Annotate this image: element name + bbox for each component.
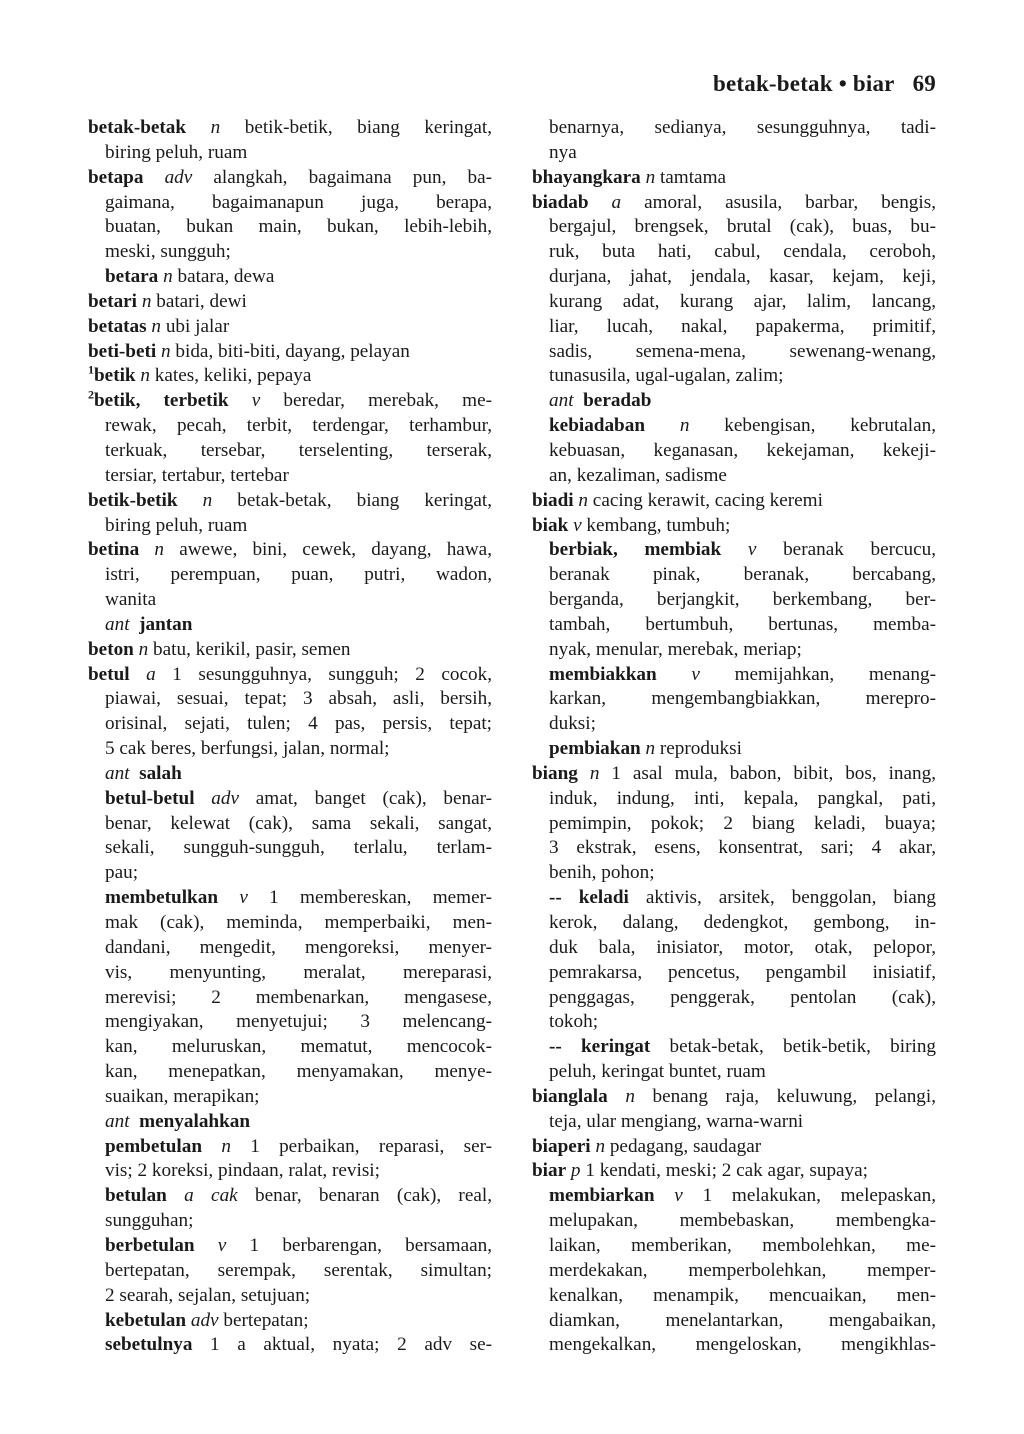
entry-line (88, 340, 492, 365)
continuation-line (88, 588, 492, 613)
definition-text: beranak bercucu, (783, 539, 936, 561)
definition-text: vis; 2 koreksi, pindaan, ralat, revisi; (105, 1160, 380, 1182)
definition-text: kates, keliki, pepaya (154, 365, 312, 387)
definition-text: memijahkan, menang- (734, 663, 936, 685)
definition-text: benar, benaran (cak), real, (254, 1185, 492, 1207)
continuation-line (532, 1010, 936, 1035)
definition-text: tunasusila, ugal-ugalan, zalim; (549, 365, 784, 387)
definition-text: tokoh; (549, 1011, 599, 1033)
definition-text: gaimana, bagaimanapun juga, berapa, (105, 191, 492, 213)
subentry-headword: sebetulnya (105, 1334, 193, 1356)
part-of-speech: n (589, 762, 600, 784)
subentry-headword: -- keladi (549, 887, 629, 909)
definition-text: terkuak, tersebar, terselenting, terserak, (105, 439, 492, 461)
part-of-speech: n (141, 290, 152, 312)
entry-line (88, 364, 492, 389)
headword: biak (532, 514, 569, 536)
continuation-line (88, 439, 492, 464)
continuation-line (88, 961, 492, 986)
subentry-headword: betulan (105, 1185, 167, 1207)
subentry-line (532, 1035, 936, 1060)
headword: betari (88, 290, 138, 312)
continuation-line (532, 1309, 936, 1334)
definition-text: tamtama (659, 166, 727, 188)
definition-text: aktivis, arsitek, benggolan, biang (645, 887, 936, 909)
definition-text: pemrakarsa, pencetus, pengambil inisiatif, (549, 961, 936, 983)
definition-text: 1 kendati, meski; 2 cak agar, supaya; (585, 1160, 868, 1182)
entry-line (88, 638, 492, 663)
headword: betapa (88, 166, 144, 188)
entry-line (532, 166, 936, 191)
continuation-line (88, 812, 492, 837)
definition-text: 1 sesungguhnya, sungguh; 2 cocok, (172, 663, 493, 685)
part-of-speech: n (138, 638, 149, 660)
definition-text: merdekakan, memperbolehkan, memper- (549, 1259, 936, 1281)
continuation-line (88, 141, 492, 166)
entry-line (88, 166, 492, 191)
definition-text: buatan, bukan main, bukan, lebih-lebih, (105, 216, 492, 238)
part-of-speech: n (210, 117, 221, 138)
entry-line (88, 663, 492, 688)
definition-text: kembang, tumbuh; (586, 514, 731, 536)
definition-text: pedagang, saudagar (609, 1135, 762, 1157)
part-of-speech: v (217, 1234, 227, 1256)
continuation-line (532, 787, 936, 812)
subentry-headword: membiakkan (549, 663, 657, 685)
definition-text: kan, meluruskan, mematut, mencocok- (105, 1036, 492, 1058)
subentry-headword: berbetulan (105, 1234, 195, 1256)
subentry-line (88, 1234, 492, 1259)
part-of-speech: n (645, 738, 656, 760)
entry-line (88, 116, 492, 141)
definition-text: kan, menepatkan, menyamakan, menye- (105, 1061, 492, 1083)
definition-text: kebengisan, kebrutalan, (724, 415, 936, 437)
continuation-line (88, 1284, 492, 1309)
antonym-label: ant (105, 613, 130, 635)
definition-text: 1 melakukan, melepaskan, (702, 1185, 936, 1207)
subentry-line (532, 1184, 936, 1209)
definition-text: diamkan, menelantarkan, mengabaikan, (549, 1309, 936, 1331)
definition-text: meski, sungguh; (105, 241, 231, 263)
definition-text: 2 searah, sejalan, setujuan; (105, 1284, 311, 1306)
definition-text: 1 berbarengan, bersamaan, (249, 1234, 492, 1256)
part-of-speech: v (251, 390, 261, 412)
continuation-line (88, 240, 492, 265)
definition-text: betak-betak, betik-betik, biring (669, 1036, 937, 1058)
continuation-line (88, 737, 492, 762)
subentry-line (88, 1135, 492, 1160)
headword: bhayangkara (532, 166, 641, 188)
subentry-headword: betara (105, 266, 159, 288)
definition-text: pemimpin, pokok; 2 biang keladi, buaya; (549, 812, 936, 834)
definition-text: ubi jalar (165, 315, 230, 337)
continuation-line (532, 911, 936, 936)
definition-text: mengekalkan, mengeloskan, mengikhlas- (549, 1334, 936, 1356)
continuation-line (532, 961, 936, 986)
definition-text: amat, banget (cak), benar- (255, 787, 492, 809)
continuation-line (532, 936, 936, 961)
headword: biar (532, 1160, 567, 1182)
subentry-line (88, 265, 492, 290)
definition-text: batu, kerikil, pasir, semen (153, 638, 351, 660)
entry-line (532, 191, 936, 216)
continuation-line (532, 638, 936, 663)
continuation-line (532, 1259, 936, 1284)
page-number: 69 (912, 71, 936, 96)
definition-text: bertepatan; (223, 1309, 309, 1331)
continuation-line (88, 836, 492, 861)
part-of-speech: n (163, 266, 173, 288)
continuation-line (532, 464, 936, 489)
definition-text: tambah, bertumbuh, bertunas, memba- (549, 613, 936, 635)
definition-text: 3 ekstrak, esens, konsentrat, sari; 4 akar, (549, 837, 936, 859)
definition-text: induk, indung, inti, kepala, pangkal, pati, (549, 787, 936, 809)
subentry-headword: kebetulan (105, 1309, 187, 1331)
subentry-line (532, 663, 936, 688)
definition-text: durjana, jahat, jendala, kasar, kejam, keji, (549, 266, 936, 288)
antonym-word: salah (139, 762, 182, 784)
continuation-line (88, 215, 492, 240)
definition-text: piawai, sesuai, tepat; 3 absah, asli, bersih, (105, 688, 492, 710)
definition-text: melupakan, membebaskan, membengka- (549, 1210, 936, 1232)
definition-text: cacing kerawit, cacing keremi (592, 489, 823, 511)
headword: biadab (532, 191, 589, 213)
antonym-word: jantan (139, 613, 193, 635)
continuation-line (532, 1209, 936, 1234)
part-of-speech: n (679, 415, 690, 437)
antonym-word: menyalahkan (139, 1110, 251, 1132)
entry-line (88, 389, 492, 414)
part-of-speech: n (202, 489, 213, 511)
subentry-headword: membiarkan (549, 1185, 655, 1207)
definition-text: benang raja, keluwung, pelangi, (652, 1085, 937, 1107)
definition-text: beredar, merebak, me- (283, 390, 492, 412)
definition-text: mak (cak), meminda, memperbaiki, men- (105, 912, 492, 933)
definition-text: kurang adat, kurang ajar, lalim, lancang, (549, 290, 936, 312)
subentry-line (88, 1184, 492, 1209)
entry-line (88, 538, 492, 563)
definition-text: penggagas, penggerak, pentolan (cak), (549, 986, 936, 1008)
definition-text: liar, lucah, nakal, papakerma, primitif, (549, 315, 936, 337)
definition-text: amoral, asusila, barbar, bengis, (644, 191, 936, 213)
subentry-line (88, 886, 492, 911)
definition-text: an, kezaliman, sadisme (549, 464, 727, 486)
continuation-line (88, 1209, 492, 1234)
continuation-line (88, 1035, 492, 1060)
definition-text: sadis, semena-mena, sewenang-wenang, (549, 340, 936, 362)
subentry-headword: berbiak, membiak (549, 539, 722, 561)
part-of-speech: a (146, 663, 156, 685)
subentry-headword: -- keringat (549, 1036, 651, 1058)
definition-text: peluh, keringat buntet, ruam (549, 1061, 766, 1083)
left-column (88, 116, 492, 1358)
definition-text: karkan, mengembangbiakkan, merepro- (549, 688, 936, 710)
right-column (532, 116, 936, 1358)
continuation-line (532, 240, 936, 265)
definition-text: awewe, bini, cewek, dayang, hawa, (179, 539, 492, 561)
headword: betatas (88, 315, 147, 337)
definition-text: batara, dewa (177, 266, 275, 288)
antonym-label: ant (105, 762, 130, 784)
definition-text: benih, pohon; (549, 862, 655, 884)
definition-text: istri, perempuan, puan, putri, wadon, (105, 564, 492, 586)
continuation-line (532, 812, 936, 837)
definition-text: beranak pinak, beranak, bercabang, (549, 564, 936, 586)
continuation-line (532, 1284, 936, 1309)
continuation-line (532, 563, 936, 588)
definition-text: pau; (105, 862, 139, 884)
subentry-headword: pembetulan (105, 1135, 203, 1157)
definition-text: biring peluh, ruam (105, 141, 248, 163)
homonym-number: 2 (88, 387, 94, 402)
definition-text: mengiyakan, menyetujui; 3 melencang- (105, 1011, 492, 1033)
definition-text: reproduksi (659, 738, 742, 760)
subentry-headword: betul-betul (105, 787, 195, 809)
part-of-speech: adv (190, 1309, 219, 1331)
definition-text: orisinal, sejati, tulen; 4 pas, persis, tepat; (105, 713, 492, 735)
subentry-line (88, 1309, 492, 1334)
continuation-line (532, 588, 936, 613)
continuation-line (532, 1110, 936, 1135)
continuation-line (532, 265, 936, 290)
continuation-line (532, 1234, 936, 1259)
definition-text: berganda, berjangkit, berkembang, ber- (549, 589, 936, 611)
continuation-line (88, 514, 492, 539)
continuation-line (532, 116, 936, 141)
definition-text: rewak, pecah, terbit, terdengar, terhambur, (105, 415, 492, 437)
definition-text: dandani, mengedit, mengoreksi, menyer- (105, 936, 492, 958)
continuation-line (532, 861, 936, 886)
subentry-line (532, 886, 936, 911)
continuation-line (88, 1085, 492, 1110)
continuation-line (88, 1259, 492, 1284)
subentry-line (532, 737, 936, 762)
definition-text: nya (549, 141, 577, 163)
continuation-line (532, 215, 936, 240)
continuation-line (88, 712, 492, 737)
headword: biadi (532, 489, 574, 511)
definition-text: batari, dewi (156, 290, 247, 312)
definition-text: duk bala, inisiator, motor, otak, pelopor, (549, 936, 936, 958)
continuation-line (532, 613, 936, 638)
definition-text: sungguhan; (105, 1210, 194, 1232)
definition-text: 5 cak beres, berfungsi, jalan, normal; (105, 738, 390, 760)
antonym-word: beradab (583, 390, 652, 412)
subentry-line (532, 414, 936, 439)
definition-text: 1 membereskan, memer- (269, 887, 492, 909)
part-of-speech: v (747, 539, 757, 561)
entry-line (532, 514, 936, 539)
continuation-line (88, 1010, 492, 1035)
definition-text: bida, biti-biti, dayang, pelayan (175, 340, 410, 362)
part-of-speech: a cak (184, 1185, 238, 1207)
part-of-speech: n (595, 1135, 606, 1157)
headword: betak-betak (88, 117, 187, 138)
definition-text: wanita (105, 589, 157, 611)
continuation-line (88, 563, 492, 588)
definition-text: biring peluh, ruam (105, 514, 248, 536)
subentry-headword: kebiadaban (549, 415, 645, 437)
continuation-line (88, 1159, 492, 1184)
continuation-line (88, 936, 492, 961)
part-of-speech: n (578, 489, 588, 511)
headword: beti-beti (88, 340, 157, 362)
definition-text: betik-betik, biang keringat, (244, 117, 492, 138)
part-of-speech: v (239, 887, 248, 909)
continuation-line (532, 340, 936, 365)
entry-line (532, 762, 936, 787)
part-of-speech: n (140, 365, 150, 387)
continuation-line (532, 687, 936, 712)
part-of-speech: n (625, 1085, 635, 1107)
part-of-speech: adv (211, 787, 240, 809)
definition-text: kenalkan, menampik, mencuaikan, men- (549, 1284, 936, 1306)
continuation-line (532, 1060, 936, 1085)
part-of-speech: v (674, 1185, 683, 1207)
entry-line (532, 489, 936, 514)
continuation-line (532, 315, 936, 340)
definition-text: tersiar, tertabur, tertebar (105, 464, 289, 486)
definition-text: 1 asal mula, babon, bibit, bos, inang, (611, 762, 937, 784)
antonym-line (88, 1110, 492, 1135)
header-title: betak-betak • biar (712, 71, 895, 96)
antonym-label: ant (105, 1110, 130, 1132)
definition-text: bertepatan, serempak, serentak, simultan; (105, 1259, 492, 1281)
continuation-line (532, 364, 936, 389)
entry-line (88, 489, 492, 514)
continuation-line (532, 986, 936, 1011)
headword: biaperi (532, 1135, 591, 1157)
continuation-line (532, 836, 936, 861)
subentry-line (532, 538, 936, 563)
headword: betik-betik (88, 489, 178, 511)
definition-text: laikan, memberikan, membolehkan, me- (549, 1234, 936, 1256)
definition-text: suaikan, merapikan; (105, 1085, 260, 1107)
continuation-line (88, 414, 492, 439)
part-of-speech: v (691, 663, 700, 685)
entry-line (88, 315, 492, 340)
subentry-headword: membetulkan (105, 887, 218, 909)
entry-line (532, 1159, 936, 1184)
definition-text: bergajul, brengsek, brutal (cak), buas, bu- (549, 216, 936, 238)
subentry-headword: pembiakan (549, 738, 641, 760)
definition-text: 1 perbaikan, reparasi, ser- (250, 1135, 493, 1157)
headword: betik, terbetik (94, 390, 229, 412)
definition-text: benarnya, sedianya, sesungguhnya, tadi- (549, 117, 936, 138)
definition-text: vis, menyunting, meralat, mereparasi, (105, 961, 492, 983)
part-of-speech: n (154, 539, 164, 561)
definition-text: benar, kelewat (cak), sama sekali, sangat, (105, 812, 492, 834)
part-of-speech: n (161, 340, 171, 362)
part-of-speech: n (645, 166, 656, 188)
continuation-line (88, 464, 492, 489)
continuation-line (532, 141, 936, 166)
part-of-speech: v (573, 514, 582, 536)
definition-text: alangkah, bagaimana pun, ba- (213, 166, 493, 188)
definition-text: ruk, buta hati, cabul, cendala, ceroboh, (549, 241, 936, 263)
headword: bianglala (532, 1085, 608, 1107)
continuation-line (88, 986, 492, 1011)
part-of-speech: n (221, 1135, 231, 1157)
part-of-speech: p (570, 1160, 581, 1182)
antonym-line (88, 762, 492, 787)
antonym-line (532, 389, 936, 414)
continuation-line (532, 290, 936, 315)
continuation-line (532, 439, 936, 464)
continuation-line (88, 861, 492, 886)
definition-text: merevisi; 2 membenarkan, mengasese, (105, 986, 492, 1008)
headword: betina (88, 539, 140, 561)
part-of-speech: n (151, 315, 162, 337)
part-of-speech: adv (164, 166, 193, 188)
subentry-line (88, 1333, 492, 1358)
antonym-label: ant (549, 390, 574, 412)
continuation-line (88, 191, 492, 216)
continuation-line (88, 1060, 492, 1085)
definition-text: betak-betak, biang keringat, (237, 489, 492, 511)
homonym-number: 1 (88, 363, 94, 378)
running-head (713, 71, 936, 97)
definition-text: duksi; (549, 713, 596, 735)
continuation-line (532, 712, 936, 737)
definition-text: nyak, menular, merebak, meriap; (549, 638, 802, 660)
definition-text: kebuasan, keganasan, kekejaman, kekeji- (549, 439, 936, 461)
entry-line (532, 1085, 936, 1110)
continuation-line (532, 1333, 936, 1358)
entry-line (532, 1135, 936, 1160)
headword: beton (88, 638, 134, 660)
headword: biang (532, 762, 578, 784)
antonym-line (88, 613, 492, 638)
definition-text: 1 a aktual, nyata; 2 adv se- (210, 1334, 493, 1356)
headword: betik (94, 365, 136, 387)
definition-text: sekali, sungguh-sungguh, terlalu, terlam- (105, 837, 492, 859)
subentry-line (88, 787, 492, 812)
part-of-speech: a (611, 191, 622, 213)
definition-text: kerok, dalang, dedengkot, gembong, in- (549, 912, 936, 933)
continuation-line (88, 687, 492, 712)
definition-text: teja, ular mengiang, warna-warni (549, 1110, 804, 1132)
entry-line (88, 290, 492, 315)
headword: betul (88, 663, 130, 685)
continuation-line (88, 911, 492, 936)
